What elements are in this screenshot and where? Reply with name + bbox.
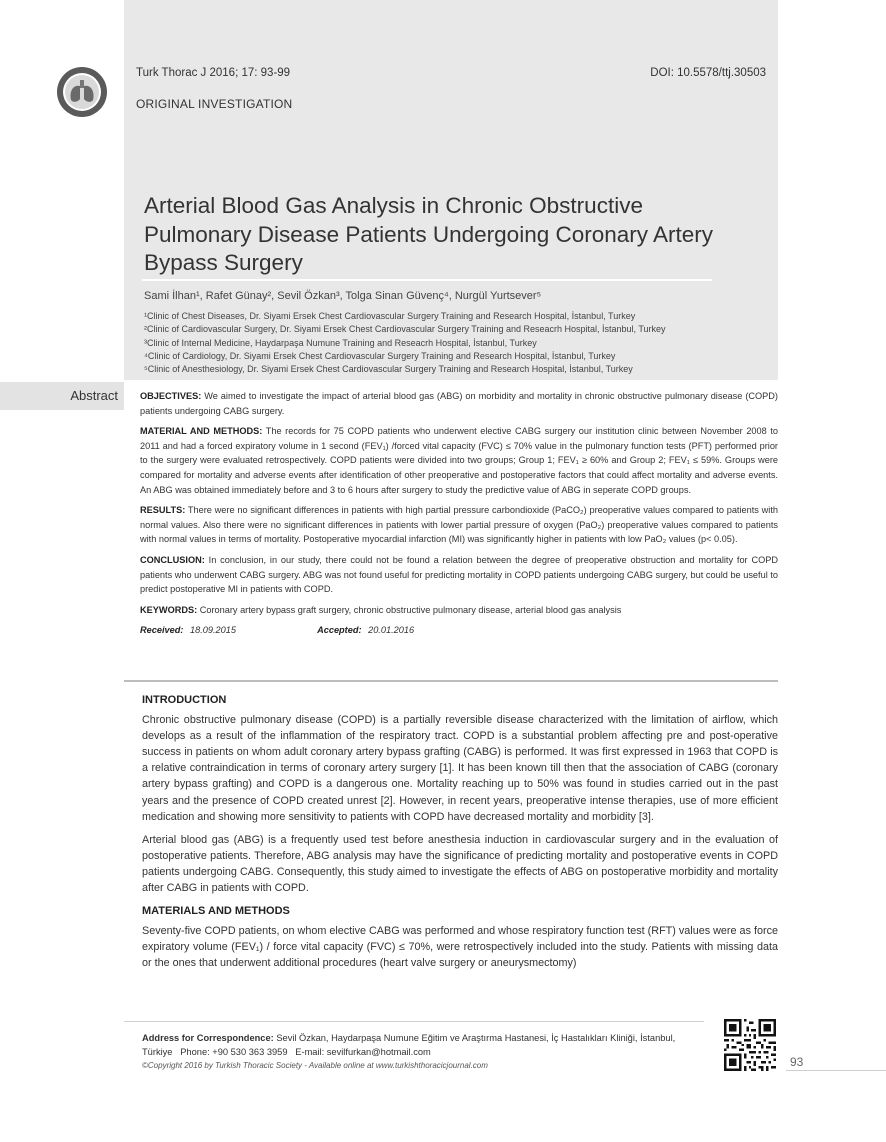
page-number-rule	[786, 1070, 886, 1071]
section-heading: RESULTS:	[140, 505, 186, 516]
email[interactable]: E-mail: sevilfurkan@hotmail.com	[295, 1047, 431, 1057]
received-label: Received:	[140, 625, 184, 636]
copyright: ©Copyright 2016 by Turkish Thoracic Society - Available online at www.turkishthoracicjournal.com	[142, 1061, 488, 1070]
title-divider	[142, 279, 712, 281]
affiliation: ⁵Clinic of Anesthesiology, Dr. Siyami Ersek Chest Cardiovascular Surgery Training and Research Hospital, İstanbul, Turkey	[144, 364, 633, 375]
intro-paragraph-2: Arterial blood gas (ABG) is a frequently used test before anesthesia induction in cardiovascular surgery and in the evaluation of postoperative patients. Therefore, ABG analysis may have the significance of predicting mortality and postoperative events in COPD patients undergoing CABG. Consequently, this study aimed to investigate the effects of ABG on postoperative morbidity and mortality after CABG in patients with COPD.	[142, 833, 778, 895]
abstract-label: Abstract	[70, 388, 118, 403]
phone: Phone: +90 530 363 3959	[180, 1047, 288, 1057]
paragraph-text: Coronary artery bypass graft surgery, chronic obstructive pulmonary disease, arterial blood gas analysis	[199, 604, 622, 615]
article-dates	[140, 623, 778, 638]
journal-logo-icon	[56, 66, 108, 118]
paragraph-text: In conclusion, in our study, there could not be found a relation between the degree of preoperative obstruction and mortality for COPD patients who underwent CABG surgery. ABG was not found useful for predicting mortality in COPD patients undergoing CABG surgery, but could be useful to predict postoperative MI in patients with COPD.	[140, 554, 778, 595]
address-label: Address for Correspondence:	[142, 1033, 274, 1043]
affiliation: ²Clinic of Cardiovascular Surgery, Dr. Siyami Ersek Chest Cardiovascular Surgery Training and Reseacrh Hospital, İstanbul, Turkey	[144, 324, 666, 335]
introduction-heading: INTRODUCTION	[142, 694, 227, 706]
methods-heading: MATERIALS AND METHODS	[142, 905, 290, 918]
paragraph-text: We aimed to investigate the impact of arterial blood gas (ABG) on morbidity and mortality in chronic obstructive pulmonary disease (COPD) patients undergoing CABG surgery.	[140, 391, 778, 416]
address: Sevil Özkan, Haydarpaşa Numune Eğitim ve Araştırma Hastanesi, İç Hastalıkları Kliniği, İstanbul, Türkiye	[142, 1033, 676, 1057]
correspondence-footer	[142, 1031, 712, 1073]
article-title: Arterial Blood Gas Analysis in Chronic Obstructive Pulmonary Disease Patients Undergoing Coronary Artery Bypass Surgery	[144, 193, 714, 275]
abstract-divider	[124, 680, 778, 682]
section-heading: OBJECTIVES:	[140, 391, 202, 401]
abstract-objectives	[140, 389, 778, 418]
abstract-conclusion	[140, 553, 778, 597]
footer-divider	[124, 1021, 704, 1022]
section-heading: KEYWORDS:	[140, 604, 198, 615]
intro-paragraph-1: Chronic obstructive pulmonary disease (COPD) is a partially reversible disease characterized with the limitation of airflow, which develops as a result of the inflammation of the respiratory tract. COPD is a substantial problem affecting pre and post-operative success in patients on whom adult coronary artery bypass grafting (CABG) is performed. It was first expressed in 1963 that COPD is a relative contraindication in terms of coronary artery surgery [1]. It has been known till then that the association of CABG (coronary artery bypass grafting) and COPD is a dangerous one. Mortality reaching up to 50% was found in studies carried out in the past years and the presence of COPD created unrest [2]. However, in recent years, preoperative intense therapies, use of more efficient medication and showing more sensitivity to patients with COPD have decreased mortality and morbidity [3].	[142, 714, 778, 823]
doi[interactable]: DOI: 10.5578/ttj.30503	[650, 67, 766, 79]
affiliation: ¹Clinic of Chest Diseases, Dr. Siyami Ersek Chest Cardiovascular Surgery Training and Research Hospital, İstanbul, Turkey	[144, 311, 636, 321]
section-heading: MATERIAL AND METHODS:	[140, 426, 263, 437]
accepted-label: Accepted:	[317, 625, 362, 636]
affiliation: ⁴Clinic of Cardiology, Dr. Siyami Ersek Chest Cardiovascular Surgery Training and Research Hospital, İstanbul, Turkey	[144, 350, 616, 361]
qr-code-icon	[724, 1019, 776, 1071]
affiliation: ³Clinic of Internal Medicine, Haydarpaşa Numune Training and Reseacrh Hospital, İstanbul, Turkey	[144, 337, 537, 348]
affiliations	[144, 310, 774, 376]
abstract-label-bar	[0, 382, 124, 410]
page-number: 93	[790, 1055, 804, 1069]
abstract-body	[140, 389, 778, 638]
abstract-results	[140, 503, 778, 547]
article-type: ORIGINAL INVESTIGATION	[136, 97, 293, 111]
accepted-date: 20.01.2016	[368, 625, 415, 636]
received-date: 18.09.2015	[189, 625, 236, 636]
authors: Sami İlhan¹, Rafet Günay², Sevil Özkan³, Tolga Sinan Güvenç⁴, Nurgül Yurtsever⁵	[144, 290, 542, 302]
section-heading: CONCLUSION:	[140, 554, 205, 565]
methods-paragraph-1: Seventy-five COPD patients, on whom elective CABG was performed and whose respiratory function test (RFT) values were as force expiratory volume (FEV₁) / force vital capacity (FVC) ≤ 70%, were retrospectively included into the study. Patients with missing data or the ones that underwent additional procedures (heart valve surgery or aneurysmectomy)	[142, 925, 778, 970]
article-body	[142, 692, 778, 979]
paragraph-text: The records for 75 COPD patients who underwent elective CABG surgery our institution clinic between November 2008 to 2011 and had a forced expiratory volume in 1 second (FEV₁) /forced vital capacity (FVC) ≤ 70% value in the pulmonary function tests (PFT) performed prior to the surgery were evaluated retrospectively. COPD patients were divided into two groups; Group 1; FEV₁ ≥ 60% and Group 2; FEV₁ ≤ 59%. Groups were compared for mortality and adverse events after identification of other preoperative and postoperative factors that could affect mortality and adverse events. An ABG was obtained immediately before and 3 to 6 hours after surgery to study the predictive value of ABG in seperate COPD groups.	[140, 426, 778, 495]
journal-citation: Turk Thorac J 2016; 17: 93-99	[136, 67, 291, 79]
abstract-keywords	[140, 603, 778, 618]
paragraph-text: There were no significant differences in patients with high partial pressure carbondioxide (PaCO₂) preoperative values compared to patients with normal values. Also there were no significant differences in patients with lower partial pressure of oxygen (PaO₂) preoperative values compared to patients with normal values in terms of mortality. Postoperative myocardial infarction (MI) was significantly higher in patients with low PaO₂ values (p< 0.05).	[140, 505, 779, 545]
abstract-methods	[140, 424, 778, 497]
